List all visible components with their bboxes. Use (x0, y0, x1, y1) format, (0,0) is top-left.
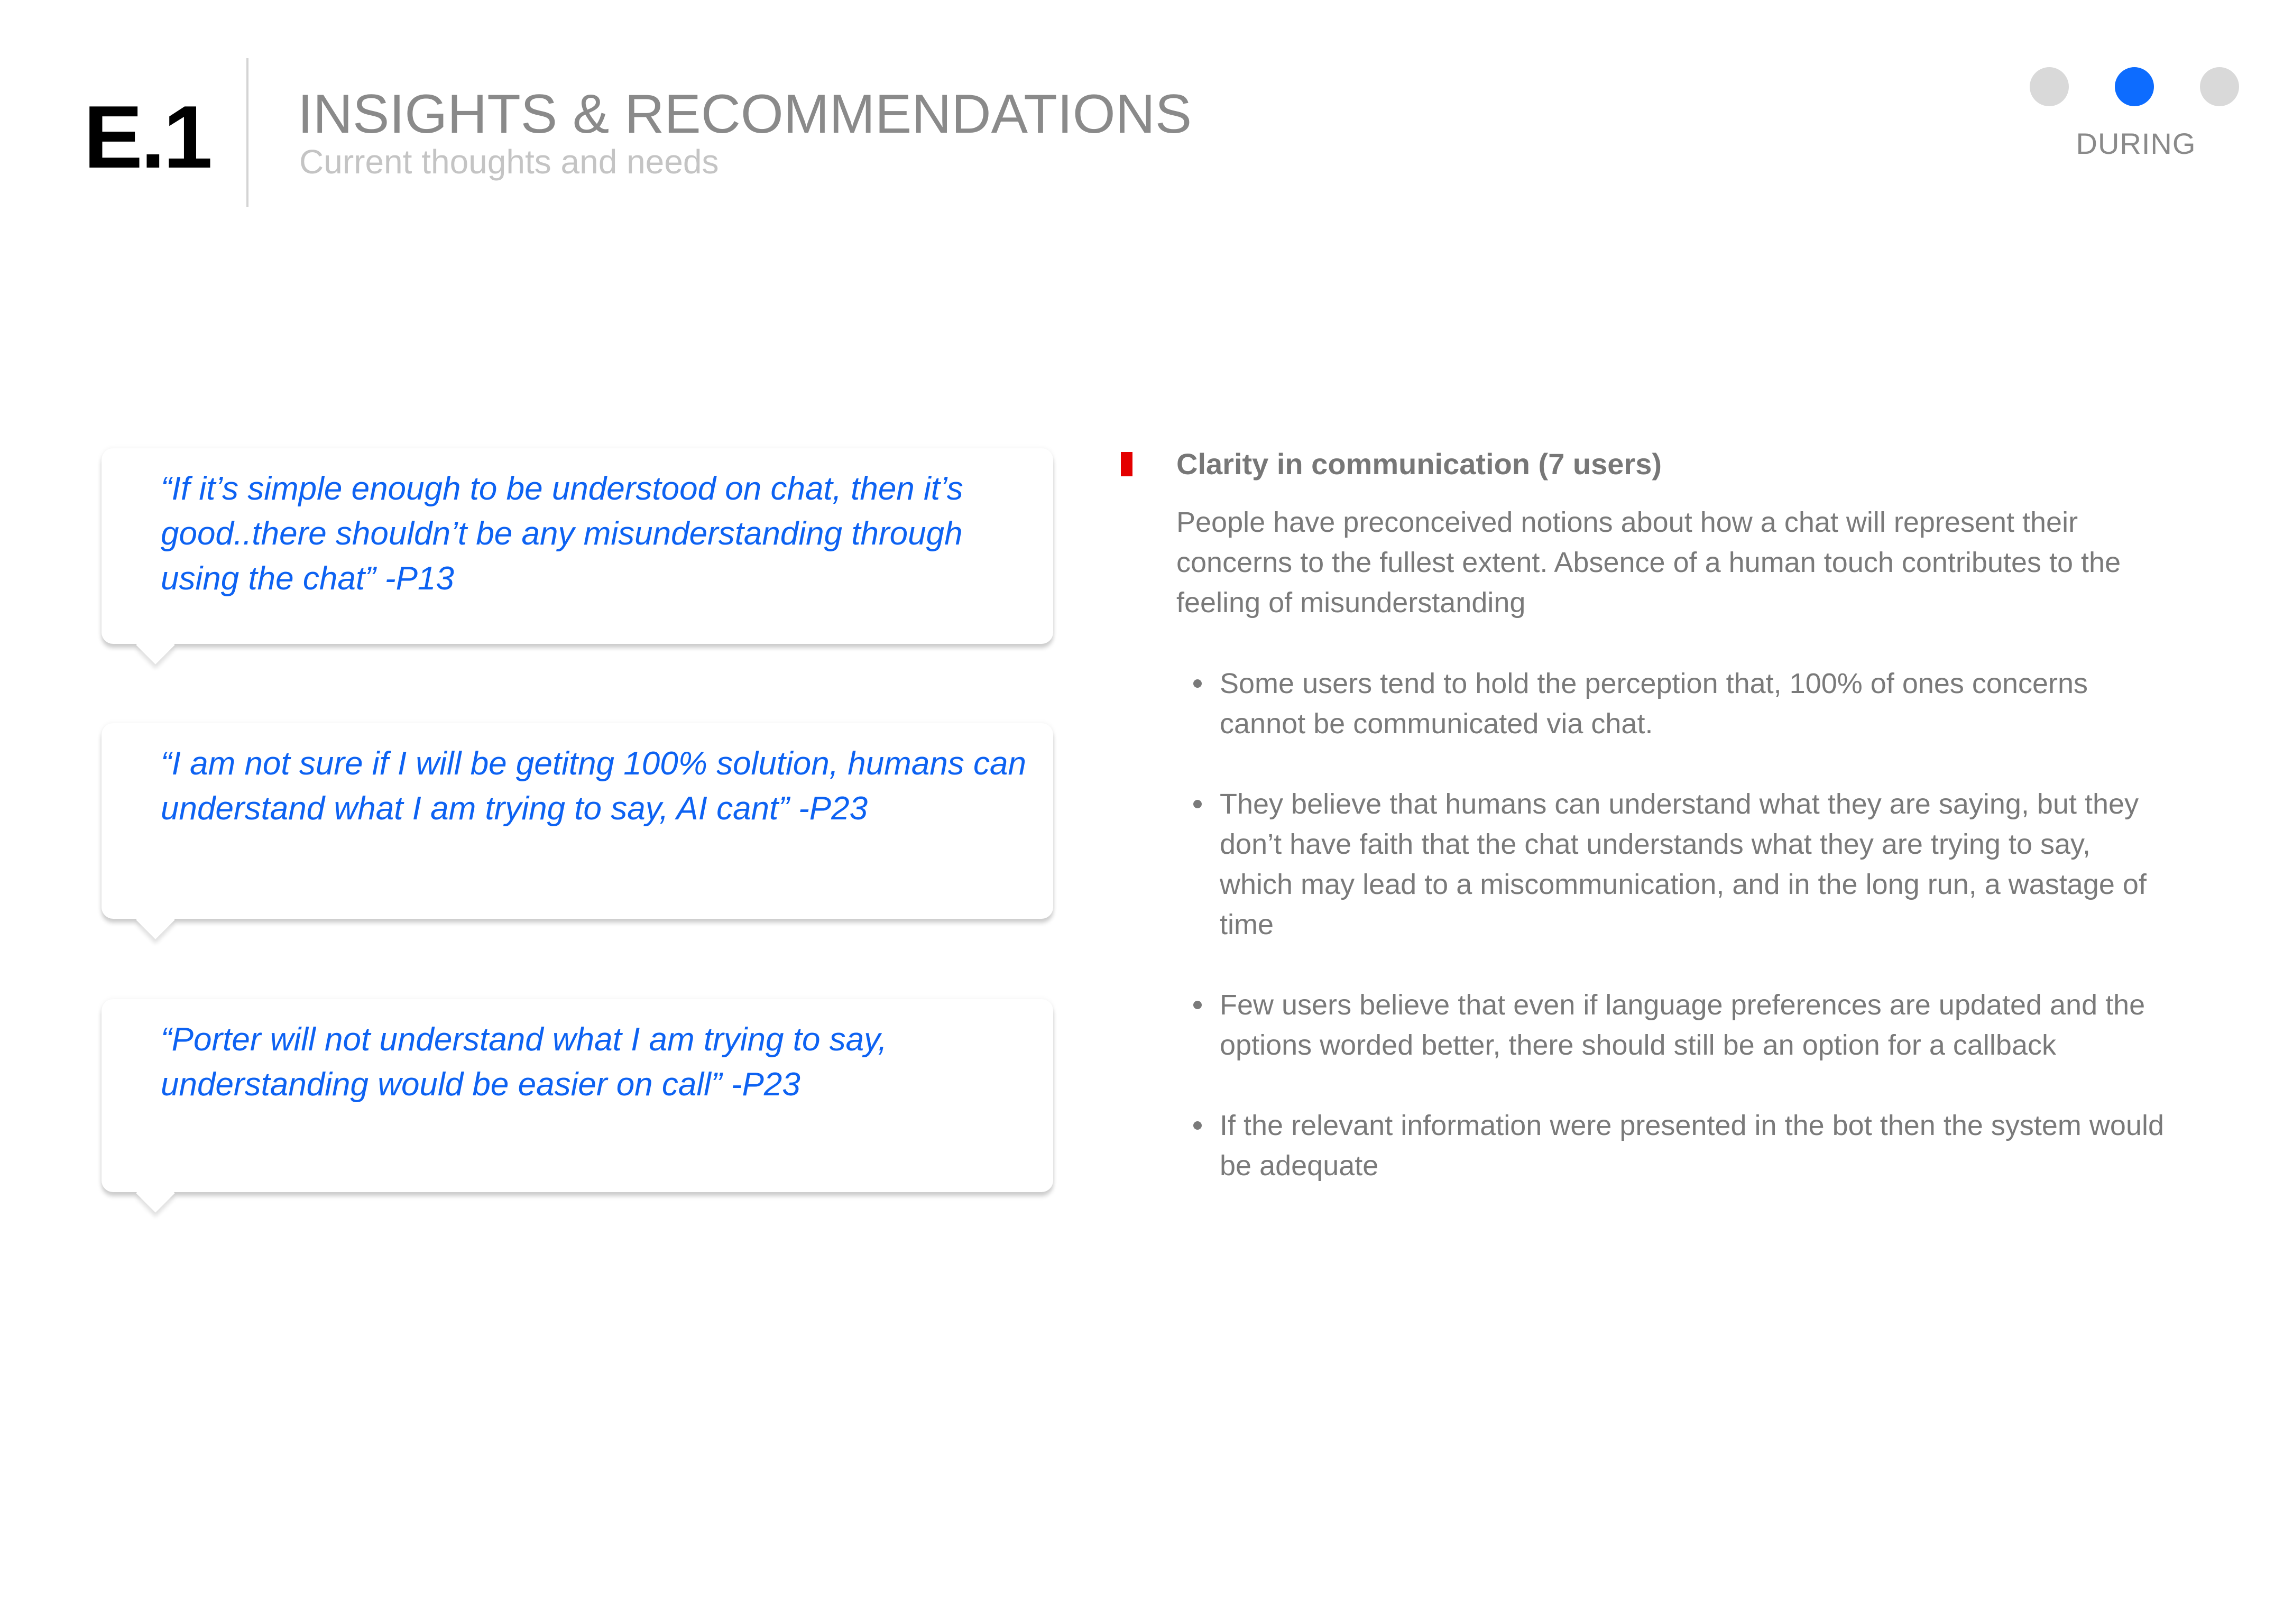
quote-bubble (102, 999, 1053, 1192)
quote-text: “Porter will not understand what I am trying to say, understanding would be easier on call” -P23 (161, 1021, 887, 1103)
list-item (1176, 784, 2165, 945)
bullet-text: If the relevant information were presented in the bot then the system would be adequate (1220, 1110, 2165, 1182)
quote-bubble (102, 723, 1053, 919)
bullet-text: Few users believe that even if language preferences are updated and the options worded better, there should still be an option for a callback (1220, 989, 2145, 1061)
bullet-icon (1193, 800, 1202, 808)
progress-dot-before (2030, 67, 2069, 106)
insight-heading: Clarity in communication (7 users) (1176, 447, 1662, 481)
bullet-text: They believe that humans can understand what they are saying, but they don’t have faith that the chat understands what they are trying to say, which may lead to a miscommunication, and in the long run, a wastage of time (1220, 788, 2147, 940)
header-divider (246, 58, 248, 207)
insight-bullet-list (1176, 663, 2165, 1226)
bullet-icon (1193, 1001, 1202, 1009)
bullet-text: Some users tend to hold the perception that, 100% of ones concerns cannot be communicated via chat. (1220, 668, 2088, 740)
insight-body: People have preconceived notions about how a chat will represent their concerns to the fullest extent. Absence of a human touch contributes to the feeling of misunderstanding (1176, 506, 2121, 619)
progress-dot-during (2115, 67, 2154, 106)
bullet-icon (1193, 1121, 1202, 1130)
quote-text: “If it’s simple enough to be understood on chat, then it’s good..there shouldn’t be any misunderstanding through using the chat” -P13 (161, 470, 963, 597)
section-code: E.1 (84, 87, 211, 187)
progress-stage-label: DURING (2076, 127, 2196, 160)
list-item (1176, 663, 2165, 744)
quote-bubble (102, 448, 1053, 644)
quote-text: “I am not sure if I will be getitng 100% solution, humans can understand what I am trying to say, AI cant” -P23 (161, 745, 1026, 827)
insight-marker (1121, 452, 1132, 476)
page-title: INSIGHTS & RECOMMENDATIONS (298, 84, 1192, 145)
bullet-icon (1193, 679, 1202, 688)
list-item (1176, 1105, 2165, 1186)
progress-dot-after (2200, 67, 2239, 106)
list-item (1176, 985, 2165, 1065)
page-subtitle: Current thoughts and needs (299, 143, 719, 181)
